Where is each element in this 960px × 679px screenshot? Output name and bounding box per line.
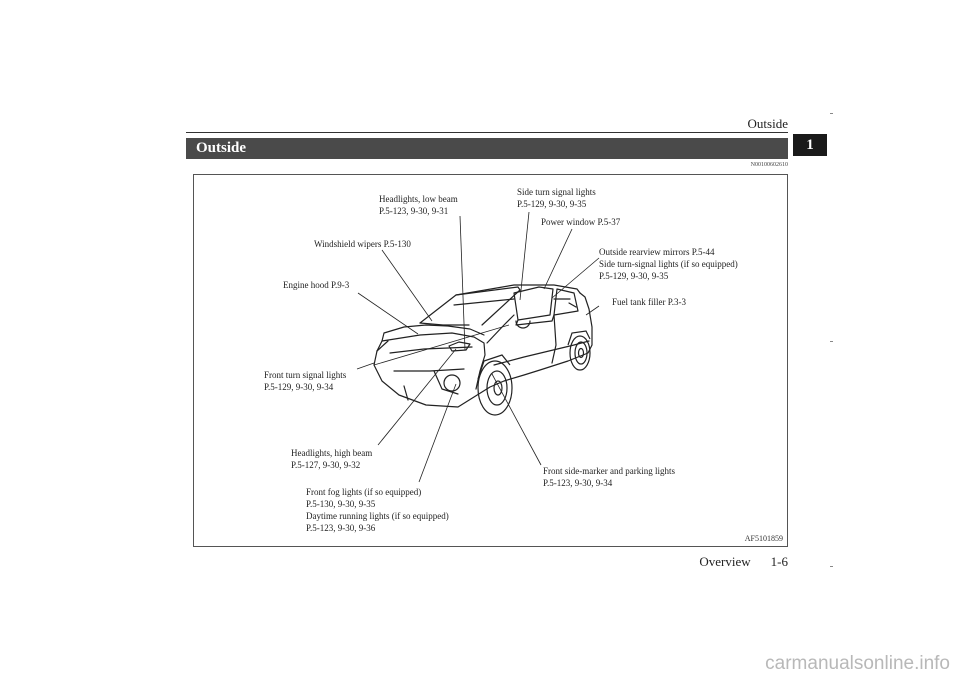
margin-mark bbox=[830, 341, 833, 342]
car-outline bbox=[374, 285, 592, 407]
running-title: Outside bbox=[747, 116, 788, 131]
page-number: 1-6 bbox=[770, 554, 788, 569]
footer-section: Overview bbox=[699, 554, 751, 569]
vehicle-exterior-figure bbox=[193, 174, 788, 547]
callout-engine-hood: Engine hood P.9-3 bbox=[283, 280, 350, 290]
callout-windshield-wipers: Windshield wipers P.5-130 bbox=[314, 239, 411, 249]
doc-code: N00100602610 bbox=[750, 162, 788, 168]
vehicle-illustration bbox=[194, 175, 789, 548]
callout-headlights-low-beam: Headlights, low beam P.5-123, 9-30, 9-31 bbox=[379, 194, 458, 216]
margin-mark bbox=[830, 113, 833, 114]
callout-side-turn-signal-lights: Side turn signal lights P.5-129, 9-30, 9-35 bbox=[517, 187, 596, 209]
callout-headlights-high-beam: Headlights, high beam P.5-127, 9-30, 9-32 bbox=[291, 448, 373, 470]
leader-lines bbox=[357, 212, 599, 482]
header-rule bbox=[186, 132, 788, 133]
callout-front-side-marker-lights: Front side-marker and parking lights P.5-123, 9-30, 9-34 bbox=[543, 466, 675, 488]
callout-front-fog-lights: Front fog lights (if so equipped) P.5-130, 9-30, 9-35 Daytime running lights (if so equipped) P.5-123, 9-30, 9-36 bbox=[306, 487, 449, 533]
callout-power-window: Power window P.5-37 bbox=[541, 217, 621, 227]
section-title: Outside bbox=[186, 138, 788, 159]
callout-front-turn-signal-lights: Front turn signal lights P.5-129, 9-30, 9-34 bbox=[264, 370, 347, 392]
chapter-tab: 1 bbox=[793, 134, 827, 156]
callout-outside-rearview-mirrors: Outside rearview mirrors P.5-44 Side turn-signal lights (if so equipped) P.5-129, 9-30, 9-35 bbox=[599, 247, 738, 281]
margin-mark bbox=[830, 566, 833, 567]
figure-id: AF5101859 bbox=[744, 534, 783, 543]
rear-wheel bbox=[568, 331, 590, 370]
page-footer bbox=[699, 554, 788, 570]
watermark: carmanualsonline.info bbox=[765, 653, 950, 674]
callout-fuel-tank-filler: Fuel tank filler P.3-3 bbox=[612, 297, 686, 307]
